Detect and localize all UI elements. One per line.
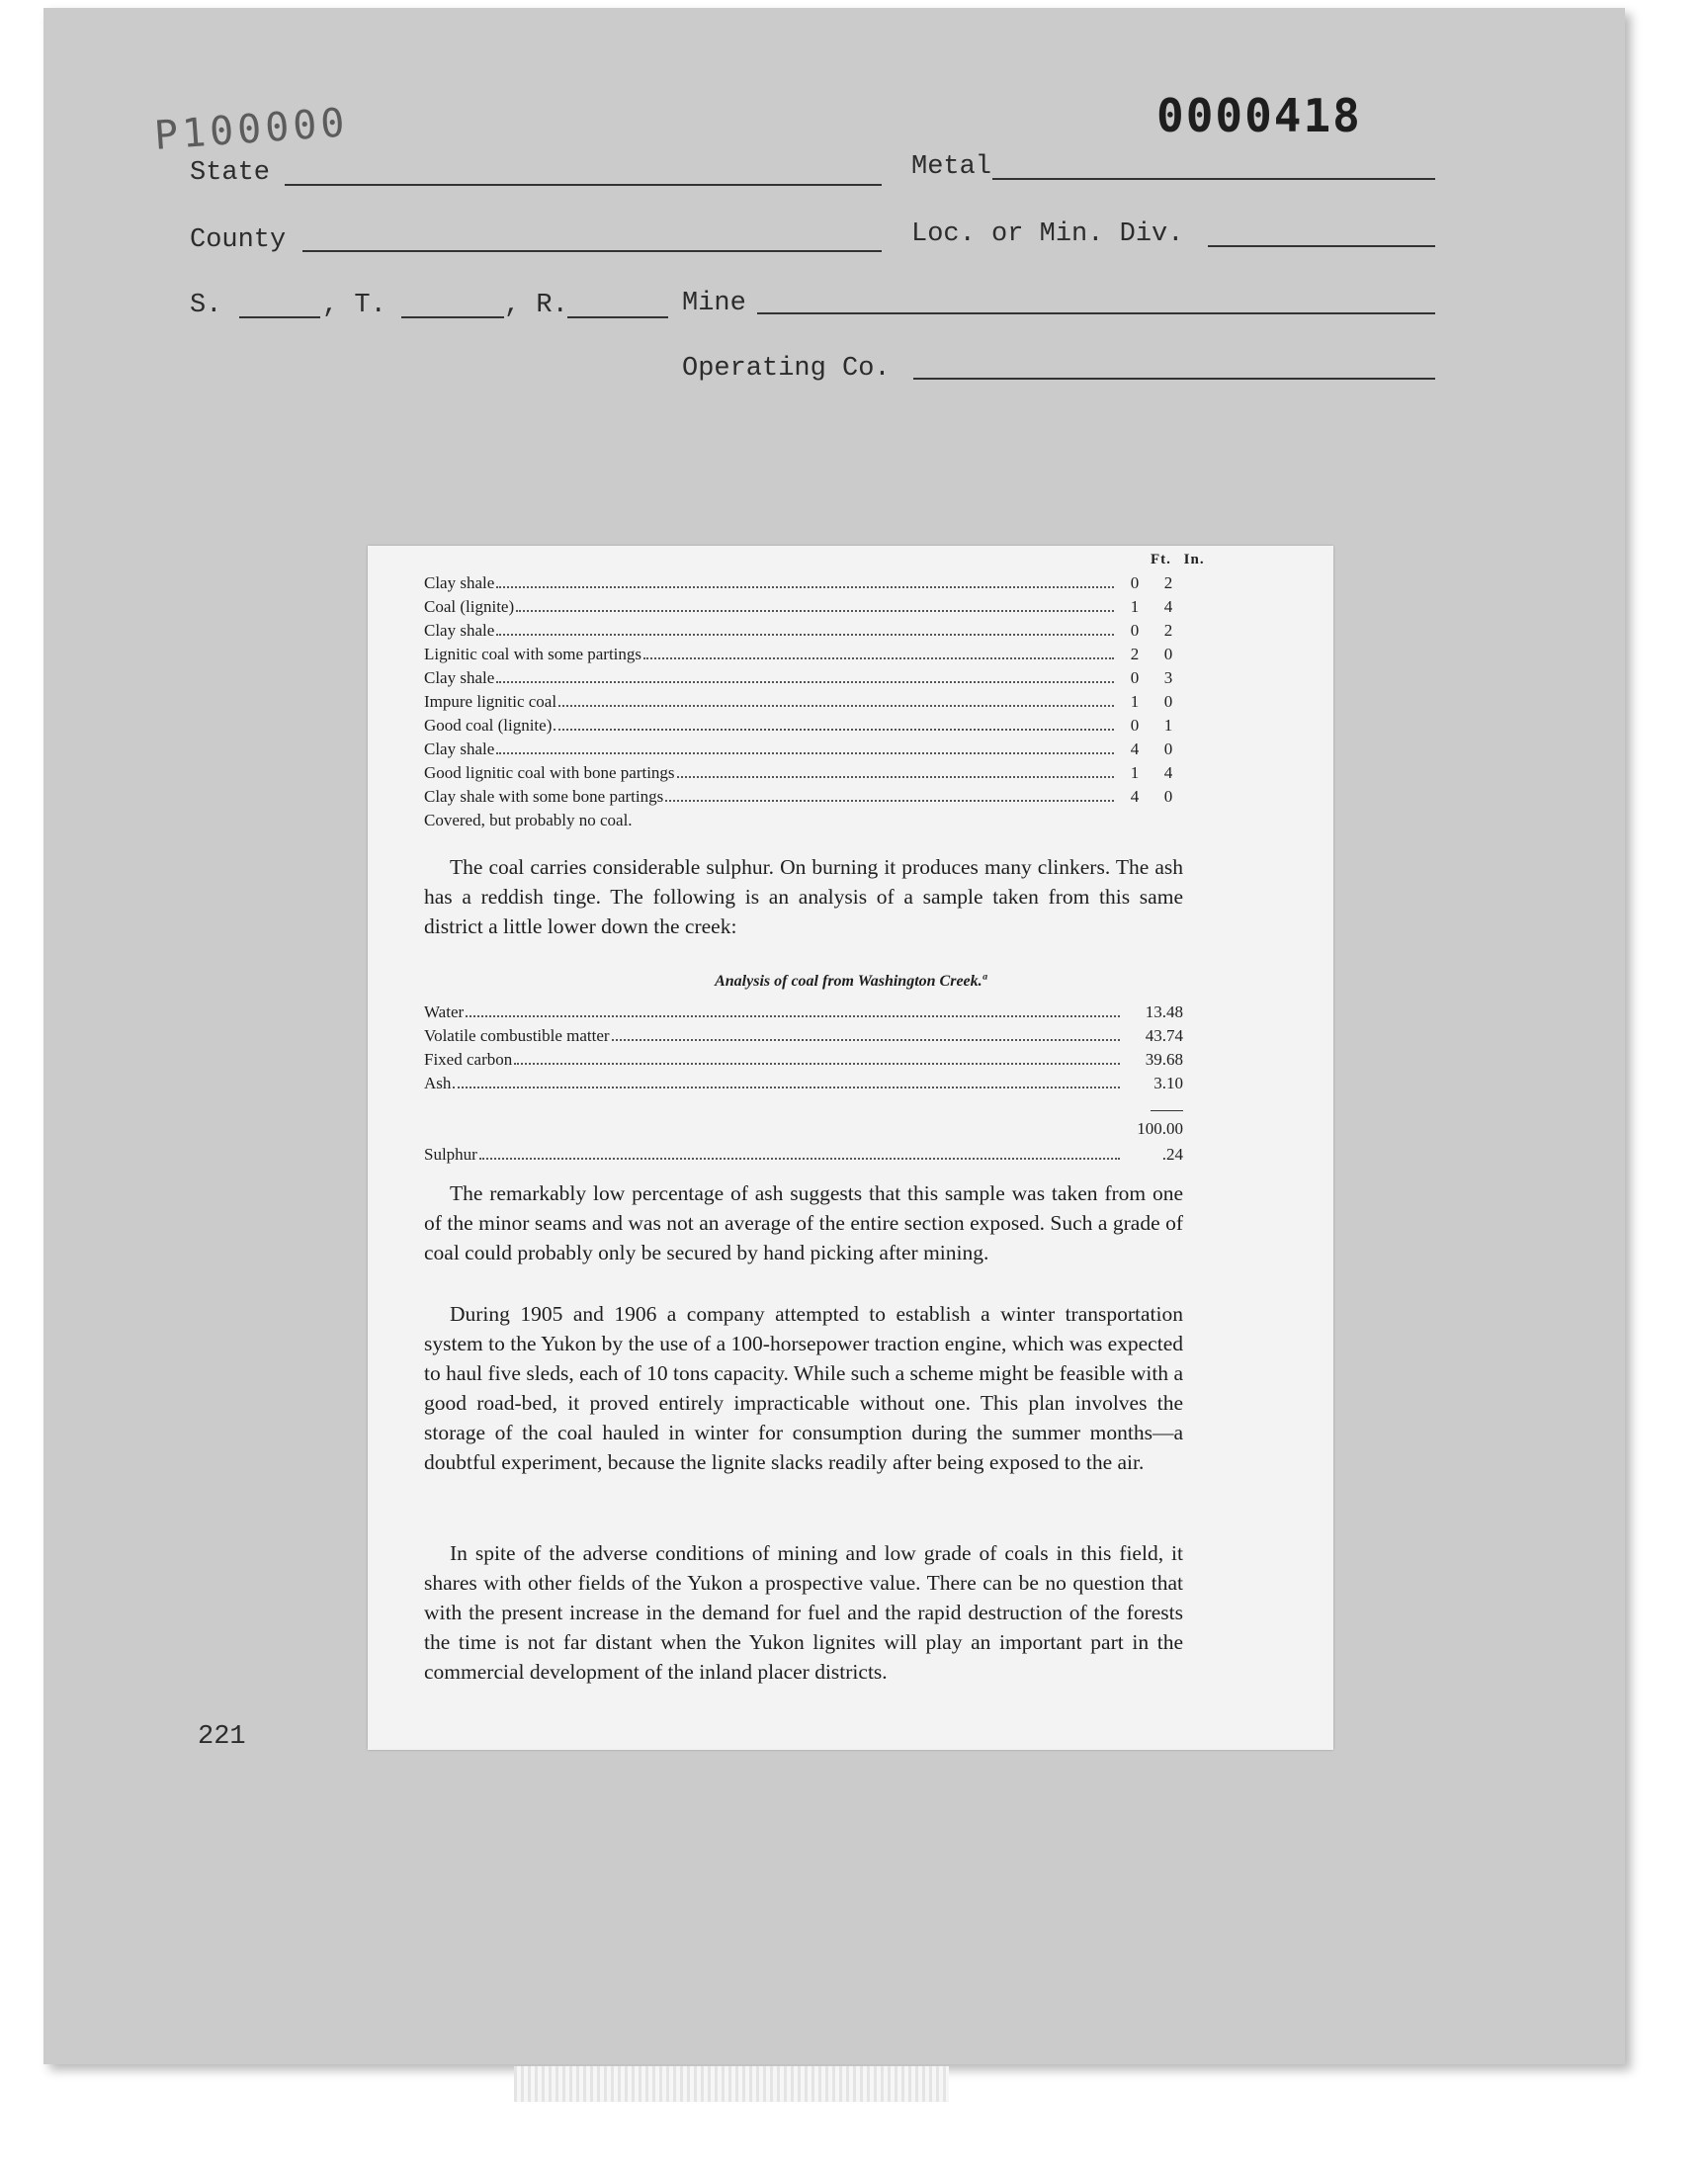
faint-stamp-number: P100000 — [152, 100, 350, 159]
range-line — [567, 316, 668, 318]
state-line — [285, 184, 882, 186]
page-number: 221 — [198, 1722, 246, 1752]
paragraph-prospects: In spite of the adverse conditions of mining and low grade of coals in this field, it shares with other fields of the Yukon a prospective value. There can be no question that with the present increase in the demand for fuel and the rapid destruction of the forests the time is not far distant when the Yukon lignites will play an important part in the commercial development of the inland placer districts. — [424, 1541, 1183, 1684]
operating-co-label: Operating Co. — [682, 354, 891, 384]
section-row: Clay shale 0 3 — [424, 668, 1173, 687]
loc-line — [1208, 245, 1435, 247]
book-page-clipping — [368, 546, 1333, 1750]
section-s-line — [239, 316, 320, 318]
loc-label: Loc. or Min. Div. — [911, 219, 1184, 249]
card-footer-strip — [514, 2066, 949, 2102]
metal-label: Metal — [911, 152, 992, 182]
section-row: Clay shale 4 0 — [424, 740, 1173, 758]
ft-header: Ft. — [1151, 552, 1171, 567]
analysis-row: Ash 3.10 — [424, 1074, 1183, 1092]
document-number-stamp: 0000418 — [1156, 89, 1362, 142]
in-header: In. — [1183, 552, 1205, 567]
township-line — [401, 316, 504, 318]
analysis-table-title: Analysis of coal from Washington Creek.ª — [715, 973, 986, 990]
analysis-row: Water 13.48 — [424, 1002, 1183, 1021]
total-rule — [1151, 1110, 1183, 1111]
section-s-label: S. — [190, 291, 222, 320]
section-row: Clay shale with some bone partings 4 0 — [424, 787, 1173, 806]
mine-label: Mine — [682, 289, 746, 318]
section-row: Good coal (lignite) 0 1 — [424, 716, 1173, 735]
section-row: Good lignitic coal with bone partings 1 4 — [424, 763, 1173, 782]
section-row: Clay shale 0 2 — [424, 573, 1173, 592]
section-row: Coal (lignite) 1 4 — [424, 597, 1173, 616]
analysis-row: Volatile combustible matter 43.74 — [424, 1026, 1183, 1045]
analysis-sulphur-row: Sulphur .24 — [424, 1145, 1183, 1164]
range-label: , R. — [504, 291, 568, 320]
section-row: Clay shale 0 2 — [424, 621, 1173, 640]
mine-line — [757, 312, 1435, 314]
township-label: , T. — [322, 291, 386, 320]
analysis-total: 100.00 — [1137, 1119, 1183, 1138]
section-column-headers — [1151, 552, 1205, 568]
operating-co-line — [913, 378, 1435, 380]
section-last-row: Covered, but probably no coal. — [424, 811, 633, 829]
metal-line — [992, 178, 1435, 180]
paragraph-transport: During 1905 and 1906 a company attempted to establish a winter transportation system to the Yukon by the use of a 100-horsepower traction engine, which was expected to haul five sleds, each of 10 tons capacity. While such a scheme might be feasible with a good road-bed, it proved entirely impracticable without one. This plan involves the storage of the coal hauled in winter for consumption during the summer months—a doubtful experiment, because the lignite slacks readily after being exposed to the air. — [424, 1302, 1183, 1474]
state-label: State — [190, 158, 271, 188]
section-row: Impure lignitic coal 1 0 — [424, 692, 1173, 711]
county-line — [302, 250, 882, 252]
county-label: County — [190, 225, 287, 255]
paragraph-ash: The remarkably low percentage of ash suggests that this sample was taken from one of the minor seams and was not an average of the entire section exposed. Such a grade of coal could probably only be secured by hand picking after mining. — [424, 1181, 1183, 1264]
analysis-row: Fixed carbon 39.68 — [424, 1050, 1183, 1069]
paragraph-sulphur: The coal carries considerable sulphur. On burning it produces many clinkers. The ash has a reddish tinge. The following is an analysis of a sample taken from this same district a little lower down the creek: — [424, 855, 1183, 938]
section-row: Lignitic coal with some partings 2 0 — [424, 645, 1173, 663]
